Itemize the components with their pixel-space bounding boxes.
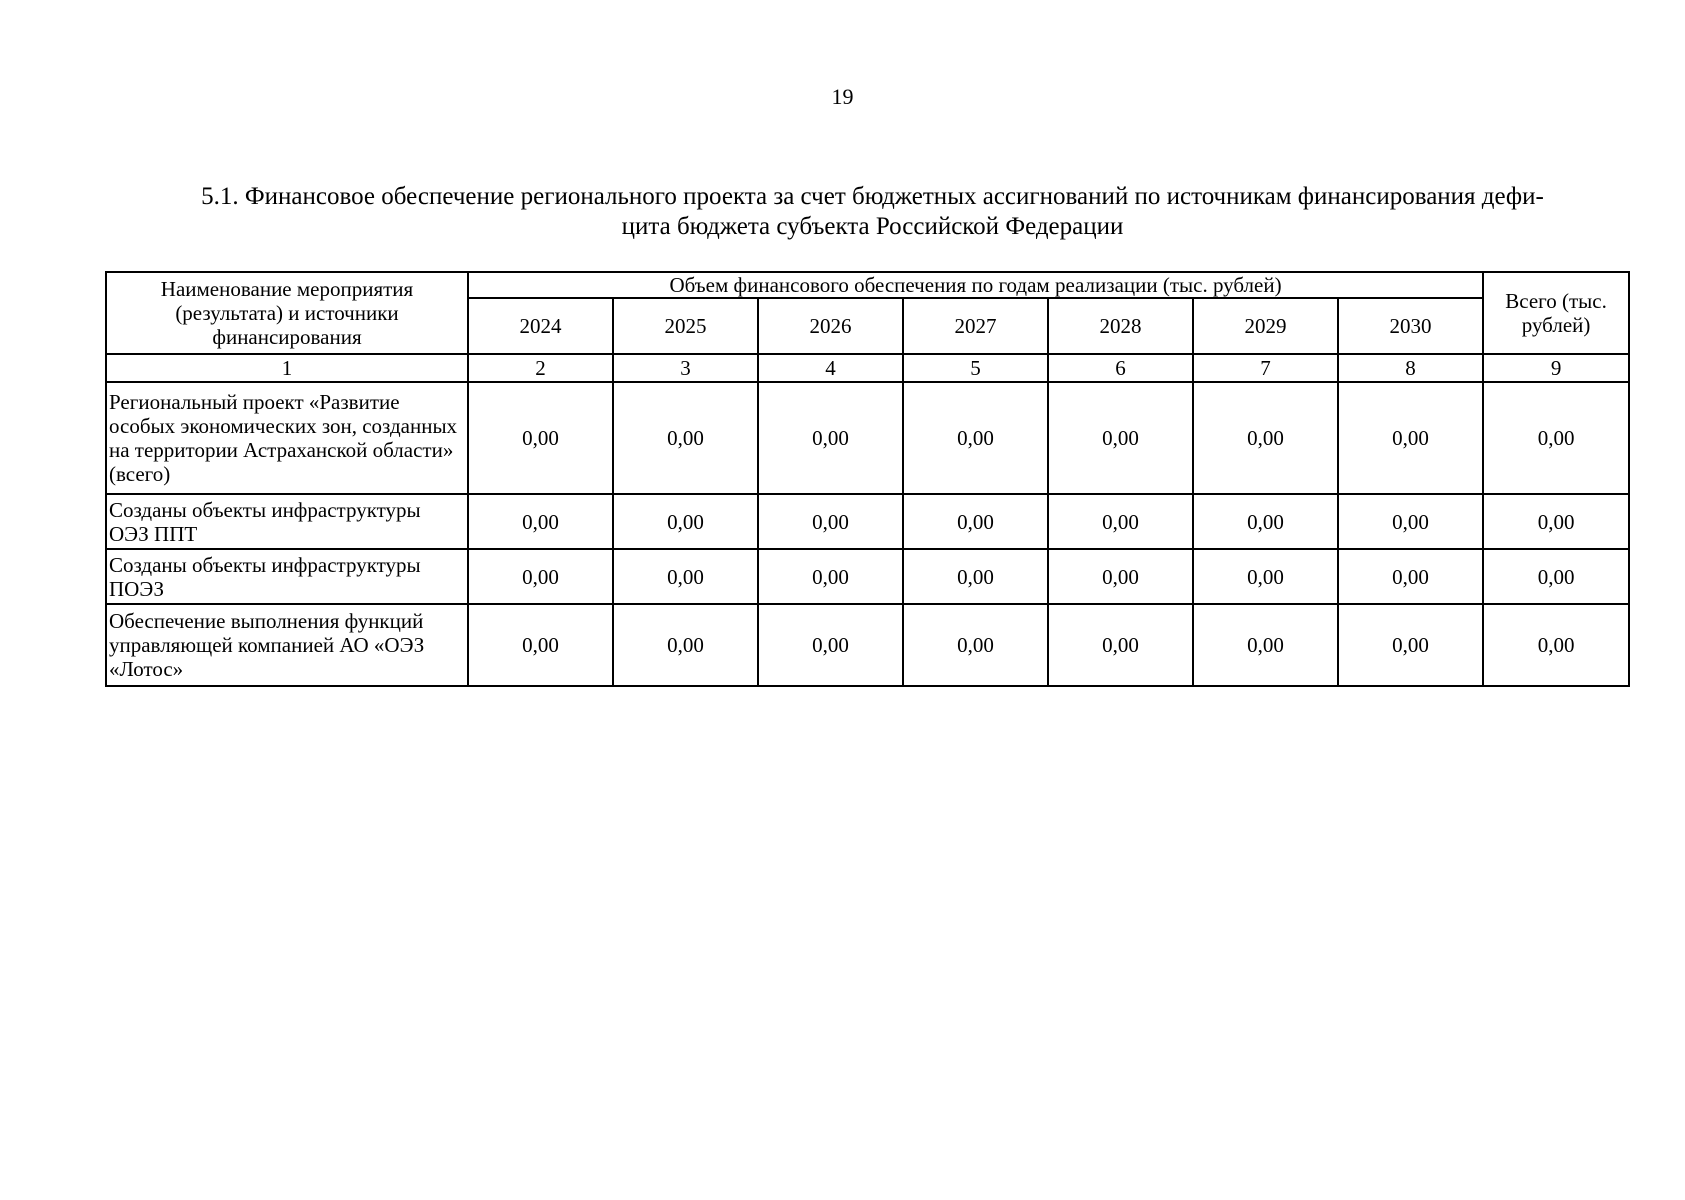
value-cell: 0,00 xyxy=(1338,604,1483,686)
section-title-line-2: цита бюджета субъекта Российской Федерации xyxy=(621,213,1124,240)
row-name: Созданы объекты инфраструктуры ОЭЗ ППТ xyxy=(106,494,468,549)
column-number: 6 xyxy=(1048,354,1193,382)
value-cell: 0,00 xyxy=(1193,494,1338,549)
year-header: 2026 xyxy=(758,298,903,354)
row-name: Региональный проект «Развитие особых экономических зон, созданных на территории Астраханской области» (всего) xyxy=(106,382,468,494)
value-cell: 0,00 xyxy=(903,382,1048,494)
financing-table xyxy=(105,271,1630,687)
table-row xyxy=(106,604,1629,686)
value-cell: 0,00 xyxy=(1193,549,1338,604)
value-cell: 0,00 xyxy=(613,604,758,686)
value-cell: 0,00 xyxy=(613,494,758,549)
column-number: 7 xyxy=(1193,354,1338,382)
section-title-line-1: 5.1. Финансовое обеспечение регионального проекта за счет бюджетных ассигнований по источникам финансирования дефи- xyxy=(201,183,1544,210)
value-cell: 0,00 xyxy=(758,604,903,686)
value-cell: 0,00 xyxy=(903,604,1048,686)
column-number: 2 xyxy=(468,354,613,382)
value-cell: 0,00 xyxy=(468,549,613,604)
header-total-cell: Всего (тыс. рублей) xyxy=(1483,272,1629,354)
header-name-cell: Наименование мероприятия (результата) и источники финансирования xyxy=(106,272,468,354)
table-row xyxy=(106,549,1629,604)
value-cell: 0,00 xyxy=(1048,604,1193,686)
value-cell: 0,00 xyxy=(468,604,613,686)
total-cell: 0,00 xyxy=(1483,494,1629,549)
section-title xyxy=(100,182,1645,242)
year-header: 2024 xyxy=(468,298,613,354)
header-group-cell: Объем финансового обеспечения по годам реализации (тыс. рублей) xyxy=(468,272,1483,298)
value-cell: 0,00 xyxy=(1193,604,1338,686)
value-cell: 0,00 xyxy=(1338,549,1483,604)
value-cell: 0,00 xyxy=(1193,382,1338,494)
year-header: 2025 xyxy=(613,298,758,354)
value-cell: 0,00 xyxy=(1048,549,1193,604)
total-cell: 0,00 xyxy=(1483,604,1629,686)
row-name: Созданы объекты инфраструктуры ПОЭЗ xyxy=(106,549,468,604)
column-number: 5 xyxy=(903,354,1048,382)
value-cell: 0,00 xyxy=(903,494,1048,549)
column-number: 4 xyxy=(758,354,903,382)
column-number: 3 xyxy=(613,354,758,382)
value-cell: 0,00 xyxy=(468,382,613,494)
value-cell: 0,00 xyxy=(758,549,903,604)
value-cell: 0,00 xyxy=(1048,382,1193,494)
column-number: 9 xyxy=(1483,354,1629,382)
value-cell: 0,00 xyxy=(1048,494,1193,549)
total-cell: 0,00 xyxy=(1483,549,1629,604)
column-number: 1 xyxy=(106,354,468,382)
year-header: 2029 xyxy=(1193,298,1338,354)
page-number: 19 xyxy=(831,84,854,109)
value-cell: 0,00 xyxy=(758,494,903,549)
value-cell: 0,00 xyxy=(1338,494,1483,549)
value-cell: 0,00 xyxy=(1338,382,1483,494)
value-cell: 0,00 xyxy=(613,549,758,604)
year-header: 2030 xyxy=(1338,298,1483,354)
value-cell: 0,00 xyxy=(613,382,758,494)
table-row xyxy=(106,382,1629,494)
row-name: Обеспечение выполнения функций управляющей компанией АО «ОЭЗ «Лотос» xyxy=(106,604,468,686)
value-cell: 0,00 xyxy=(903,549,1048,604)
year-header: 2028 xyxy=(1048,298,1193,354)
table-row xyxy=(106,494,1629,549)
column-number: 8 xyxy=(1338,354,1483,382)
total-cell: 0,00 xyxy=(1483,382,1629,494)
year-header: 2027 xyxy=(903,298,1048,354)
value-cell: 0,00 xyxy=(468,494,613,549)
value-cell: 0,00 xyxy=(758,382,903,494)
